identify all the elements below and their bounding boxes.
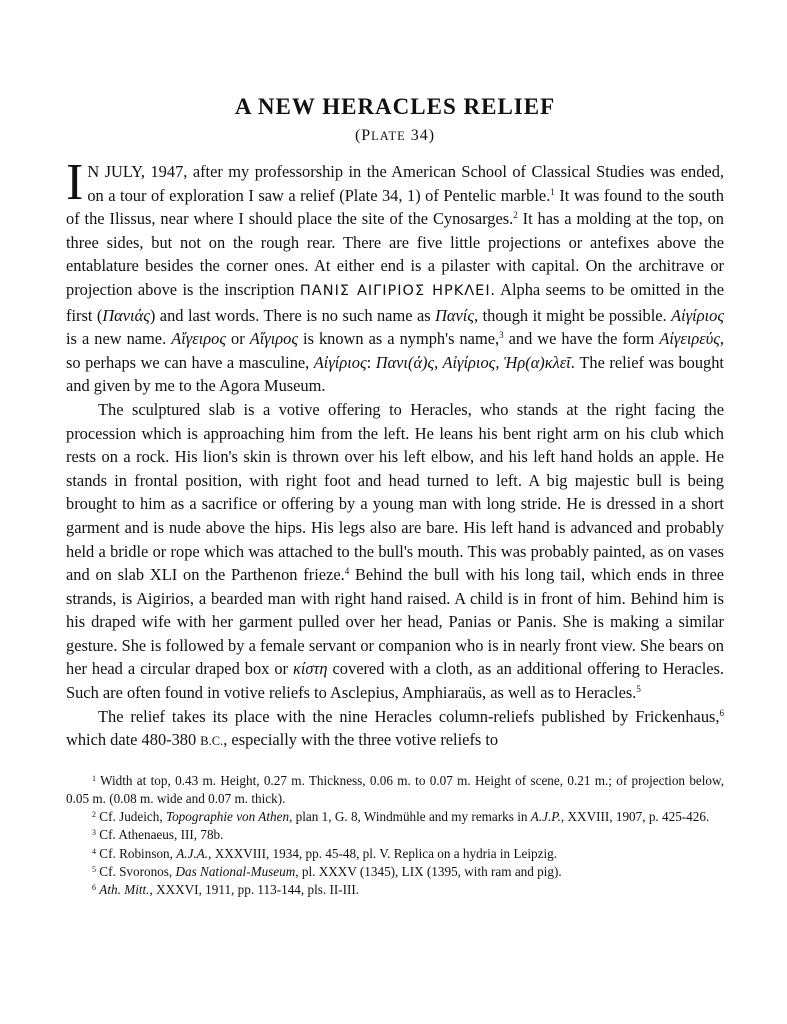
- text-run: The sculptured slab is a votive offering to Heracles, who stands at the right facing the procession which is approaching him from the left. He leans his bent right arm on his club which rests on a rock. His lion's skin is thrown over his left elbow, and his left hand holds an apple. He stands in frontal position, with right foot and head turned to left. A big majestic bull is being brought to him as a sacrifice or offering by a young man with long stride. He is dressed in a short garment and is nude above the hips. His legs also are bare. His left hand is advanced and probably held a bridle or rope which was attached to the bull's mouth. This was probably painted, as on vases and on slab XLI on the Parthenon frieze.: [66, 399, 724, 585]
- text-run: and we have the form: [503, 329, 660, 349]
- text-run: It was found to the south of the Ilissus, near where I should place the site of the Cynosarges.: [66, 185, 724, 229]
- footnote-text: , XXXVIII, 1934, pp. 45-48, pl. V. Replica on a hydria in Leipzig.: [208, 845, 558, 861]
- text-run: :: [366, 352, 376, 372]
- text-run: , especially with the three votive reliefs to: [223, 730, 499, 750]
- text-run: N JULY, 1947, after my professorship in the American School of Classical Studies was ended, on a tour of exploration I saw a relief (Plate 34, 1) of Pentelic marble.: [87, 162, 724, 205]
- greek-word: Αἰγίριος: [313, 352, 367, 372]
- text-run: or: [225, 329, 250, 349]
- subtitle-open: (P: [354, 127, 372, 144]
- citation-journal: A.J.A.: [176, 845, 209, 861]
- footnote-ref-2: 2: [513, 210, 518, 221]
- footnote-text: , pl. XXXV (1345), LIX (1395, with ram and pig).: [295, 863, 562, 879]
- greek-word: Αἴγειρος: [171, 329, 226, 349]
- footnote-number: 3: [92, 828, 96, 838]
- text-run: ) and last words. There is no such name as: [149, 305, 436, 325]
- footnote-number: 1: [92, 773, 96, 783]
- footnote-4: [66, 845, 724, 863]
- footnote-text: , XXXVI, 1911, pp. 113-144, pls. II-III.: [149, 882, 360, 898]
- footnote-ref-6: 6: [719, 707, 724, 718]
- footnote-5: [66, 863, 724, 881]
- footnote-number: 6: [92, 883, 96, 893]
- footnotes: [66, 772, 724, 899]
- footnote-text: Cf. Judeich,: [96, 809, 166, 825]
- subtitle-small: LATE: [371, 129, 406, 143]
- footnote-text: , plan 1, G. 8, Windmühle and my remarks in: [289, 809, 531, 825]
- footnote-text: , XXVIII, 1907, p. 425-426.: [560, 809, 710, 825]
- greek-word: Πανίς: [435, 305, 475, 325]
- greek-phrase: Πανι(ά)ς, Αἰγίριος, Ἡρ(α)κλεῖ: [375, 352, 571, 372]
- footnote-text: Cf. Robinson,: [96, 845, 177, 861]
- article-page: [66, 92, 724, 899]
- paragraph-1: [66, 154, 725, 398]
- text-run: is known as a nymph's name,: [297, 329, 500, 349]
- text-run: is a new name.: [66, 329, 172, 349]
- text-run: . Alpha seems to be omitted in the first (: [66, 279, 725, 325]
- citation-title: Das National-Museum: [175, 863, 296, 879]
- text-run: The relief takes its place with the nine Heracles column-reliefs published by Frickenhaus,: [98, 706, 720, 726]
- subtitle-close: 34): [405, 127, 436, 144]
- footnote-number: 2: [92, 810, 96, 820]
- citation-title: Topographie von Athen: [165, 809, 290, 825]
- citation-journal: Ath. Mitt.: [99, 882, 150, 898]
- footnote-text: Cf. Svoronos,: [96, 863, 176, 879]
- text-run: Behind the bull with his long tail, which ends in three strands, is Aigirios, a bearded man with right hand raised. A child is in front of him. Behind him is his draped wife with her garment pulled over her head, Panias or Panis. She is making a similar gesture. She is followed by a female servant or companion who is in nearly front view. She bears on her head a circular draped box or: [66, 565, 724, 679]
- footnote-ref-4: 4: [344, 566, 350, 577]
- footnote-number: 4: [92, 846, 96, 856]
- text-run: covered with a cloth, as an additional offering to Heracles. Such are often found in votive reliefs to Asclepius, Amphiaraüs, as well as to Heracles.: [66, 659, 724, 703]
- text-run: , though it might be possible.: [474, 305, 672, 325]
- article-body: [66, 154, 725, 754]
- inscription-text: ΠΑΝΙΣ ΑΙΓΙΡΙΟΣ ΗΡΚΛΕΙ: [299, 282, 491, 299]
- article-title: A NEW HERACLES RELIEF: [234, 94, 556, 119]
- paragraph-3: [66, 705, 724, 754]
- footnote-6: [66, 881, 724, 899]
- text-run: It has a molding at the top, on three sides, but not on the rough rear. There are five little projections or antefixes above the entablature besides the corner ones. At either end is a pilaster with capital. On the architrave or projection above is the inscription: [66, 209, 725, 299]
- drop-cap: I: [66, 154, 84, 211]
- footnote-3: [66, 826, 724, 844]
- footnote-2: [66, 808, 724, 826]
- text-run: . The relief was bought and given by me to the Agora Museum.: [66, 352, 724, 396]
- era-abbreviation: B.C.: [200, 734, 224, 749]
- paragraph-2: [66, 398, 724, 705]
- footnote-text: Cf. Athenaeus, III, 78b.: [96, 827, 224, 843]
- footnote-1: [66, 772, 724, 808]
- footnote-text: Width at top, 0.43 m. Height, 0.27 m. Thickness, 0.06 m. to 0.07 m. Height of scene, 0.21 m.; of projection below, 0.05 m. (0.08 m. wide and 0.07 m. thick).: [66, 772, 724, 807]
- greek-word: Αἴγιρος: [249, 329, 298, 349]
- greek-word: Αἰγίριος: [671, 305, 724, 325]
- text-run: , so perhaps we can have a masculine,: [66, 329, 724, 372]
- footnote-ref-1: 1: [550, 186, 555, 197]
- greek-word: Πανιάς: [102, 305, 150, 325]
- footnote-ref-3: 3: [499, 330, 504, 341]
- text-run: which date 480-380: [66, 730, 201, 750]
- plate-reference: [66, 126, 724, 146]
- greek-word: Αἰγειρεύς: [659, 329, 720, 349]
- footnote-number: 5: [92, 864, 96, 874]
- footnote-ref-5: 5: [636, 684, 641, 695]
- greek-word: κίστη: [293, 659, 328, 679]
- citation-journal: A.J.P.: [530, 809, 561, 825]
